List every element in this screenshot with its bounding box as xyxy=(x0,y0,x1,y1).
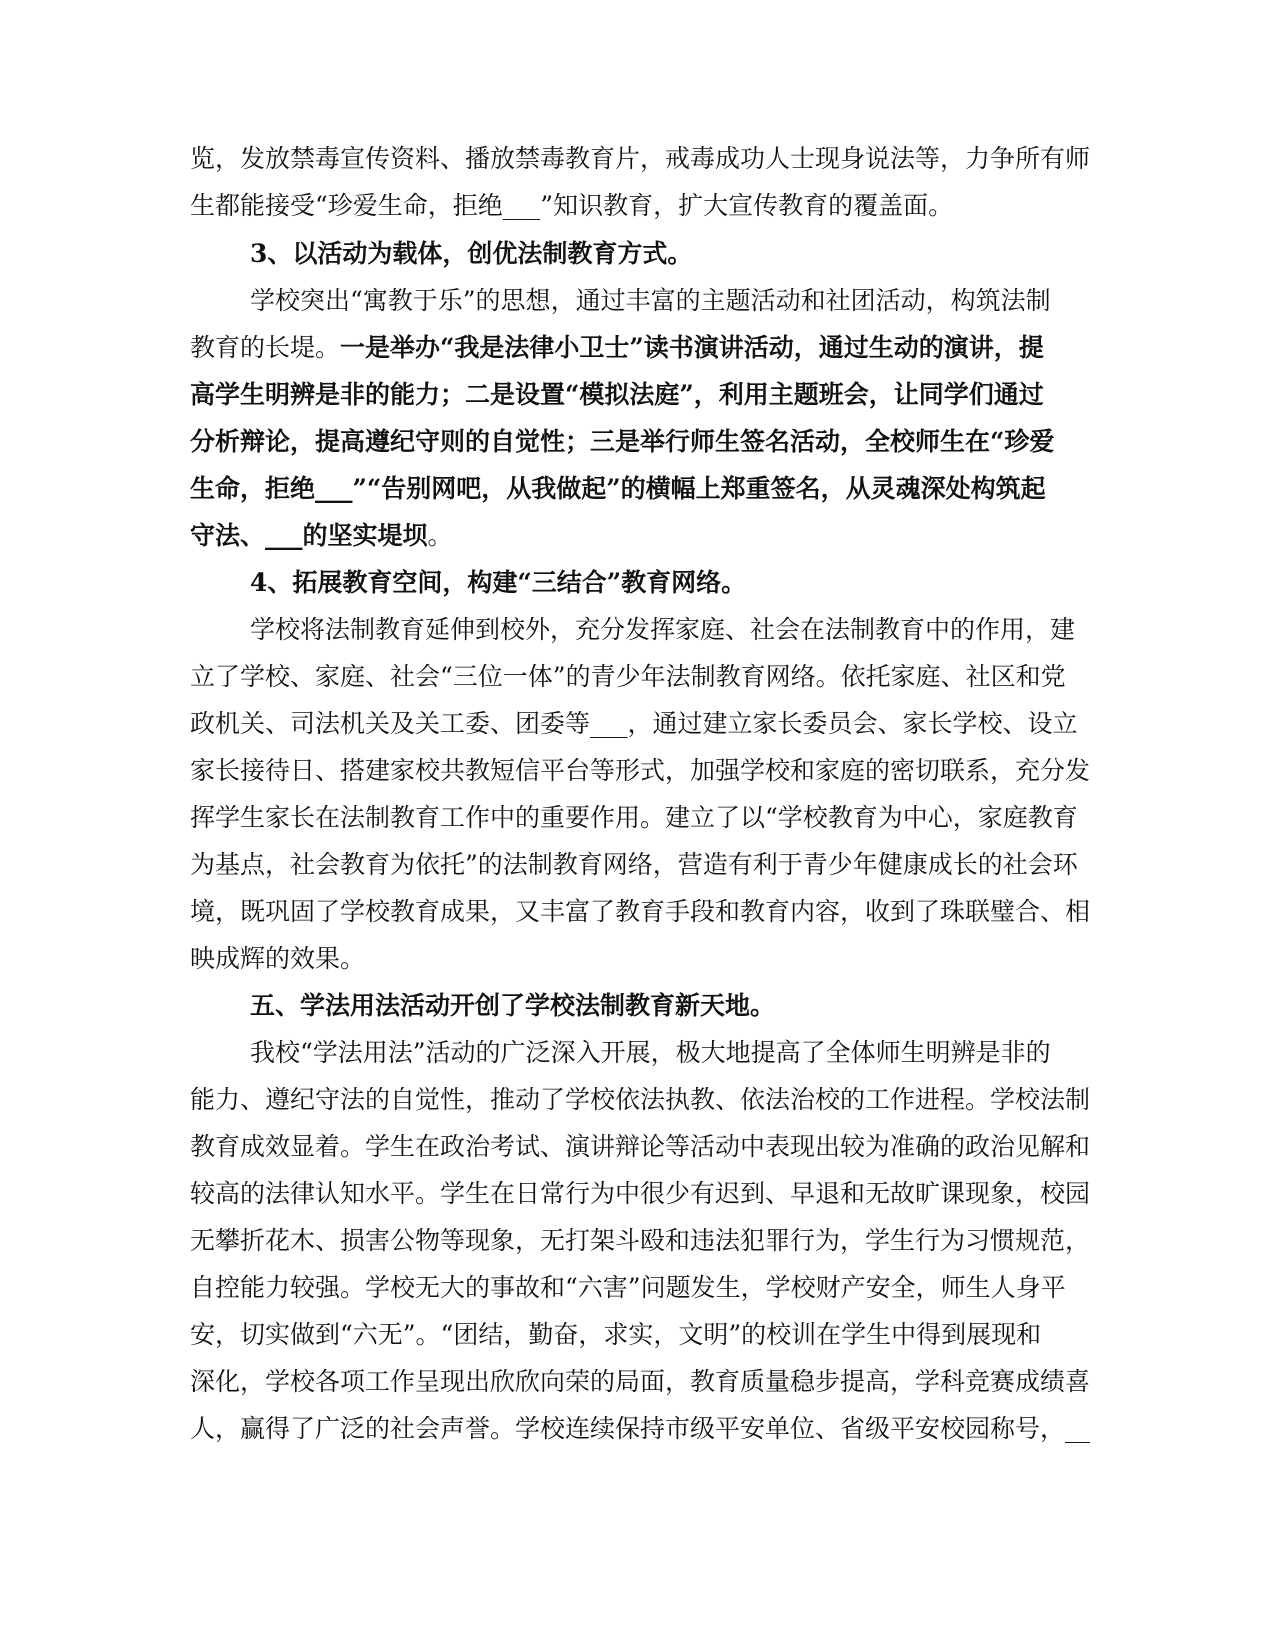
text-run: 。 xyxy=(427,521,453,550)
text-line: 无攀折花木、损害公物等现象，无打架斗殴和违法犯罪行为，学生行为习惯规范， xyxy=(190,1226,1091,1255)
text-run: 教育的长堤。 xyxy=(190,333,341,362)
bold-text-line: 分析辩论，提高遵纪守则的自觉性；三是举行师生签名活动，全校师生在“珍爱 xyxy=(190,427,1055,456)
bold-text-run: 守法、___的坚实堤坝 xyxy=(190,521,428,550)
bold-text-line: 生命，拒绝___”“告别网吧，从我做起”的横幅上郑重签名，从灵魂深处构筑起 xyxy=(190,474,1046,503)
text-line: 生都能接受“珍爱生命，拒绝___”知识教育，扩大宣传教育的覆盖面。 xyxy=(190,191,954,220)
text-line: 深化，学校各项工作呈现出欣欣向荣的局面，教育质量稳步提高，学科竞赛成绩喜 xyxy=(190,1367,1091,1396)
text-line: 立了学校、家庭、社会“三位一体”的青少年法制教育网络。依托家庭、社区和党 xyxy=(190,662,1066,691)
text-line: 较高的法律认知水平。学生在日常行为中很少有迟到、早退和无故旷课现象，校园 xyxy=(190,1179,1091,1208)
text-line: 教育成效显着。学生在政治考试、演讲辩论等活动中表现出较为准确的政治见解和 xyxy=(190,1132,1091,1161)
text-line: 学校突出“寓教于乐”的思想，通过丰富的主题活动和社团活动，构筑法制 xyxy=(250,286,1051,315)
text-line: 映成辉的效果。 xyxy=(190,944,366,973)
text-line xyxy=(190,330,1044,366)
text-line: 家长接待日、搭建家校共教短信平台等形式，加强学校和家庭的密切联系，充分发 xyxy=(190,756,1091,785)
text-line xyxy=(190,518,453,554)
text-line: 人，赢得了广泛的社会声誉。学校连续保持市级平安单位、省级平安校园称号，__ xyxy=(190,1414,1091,1443)
text-line: 为基点，社会教育为依托”的法制教育网络，营造有利于青少年健康成长的社会环 xyxy=(190,850,1078,879)
bold-text-run: 一是举办“我是法律小卫士”读书演讲活动，通过生动的演讲，提 xyxy=(340,333,1044,362)
section-heading: 3、以活动为载体，创优法制教育方式。 xyxy=(250,239,693,268)
section-heading: 五、学法用法活动开创了学校法制教育新天地。 xyxy=(250,991,776,1020)
text-line: 学校将法制教育延伸到校外，充分发挥家庭、社会在法制教育中的作用，建 xyxy=(250,615,1076,644)
text-line: 自控能力较强。学校无大的事故和“六害”问题发生，学校财产安全，师生人身平 xyxy=(190,1273,1066,1302)
text-line: 览，发放禁毒宣传资料、播放禁毒教育片，戒毒成功人士现身说法等，力争所有师 xyxy=(190,144,1091,173)
bold-text-line: 高学生明辨是非的能力；二是设置“模拟法庭”，利用主题班会，让同学们通过 xyxy=(190,380,1044,409)
text-line: 境，既巩固了学校教育成果，又丰富了教育手段和教育内容，收到了珠联璧合、相 xyxy=(190,897,1091,926)
text-line: 政机关、司法机关及关工委、团委等___，通过建立家长委员会、家长学校、设立 xyxy=(190,709,1078,738)
text-line: 我校“学法用法”活动的广泛深入开展，极大地提高了全体师生明辨是非的 xyxy=(250,1038,1051,1067)
section-heading: 4、拓展教育空间，构建“三结合”教育网络。 xyxy=(250,568,747,597)
text-line: 能力、遵纪守法的自觉性，推动了学校依法执教、依法治校的工作进程。学校法制 xyxy=(190,1085,1091,1114)
text-line: 安，切实做到“六无”。“团结，勤奋，求实，文明”的校训在学生中得到展现和 xyxy=(190,1320,1042,1349)
text-line: 挥学生家长在法制教育工作中的重要作用。建立了以“学校教育为中心，家庭教育 xyxy=(190,803,1078,832)
